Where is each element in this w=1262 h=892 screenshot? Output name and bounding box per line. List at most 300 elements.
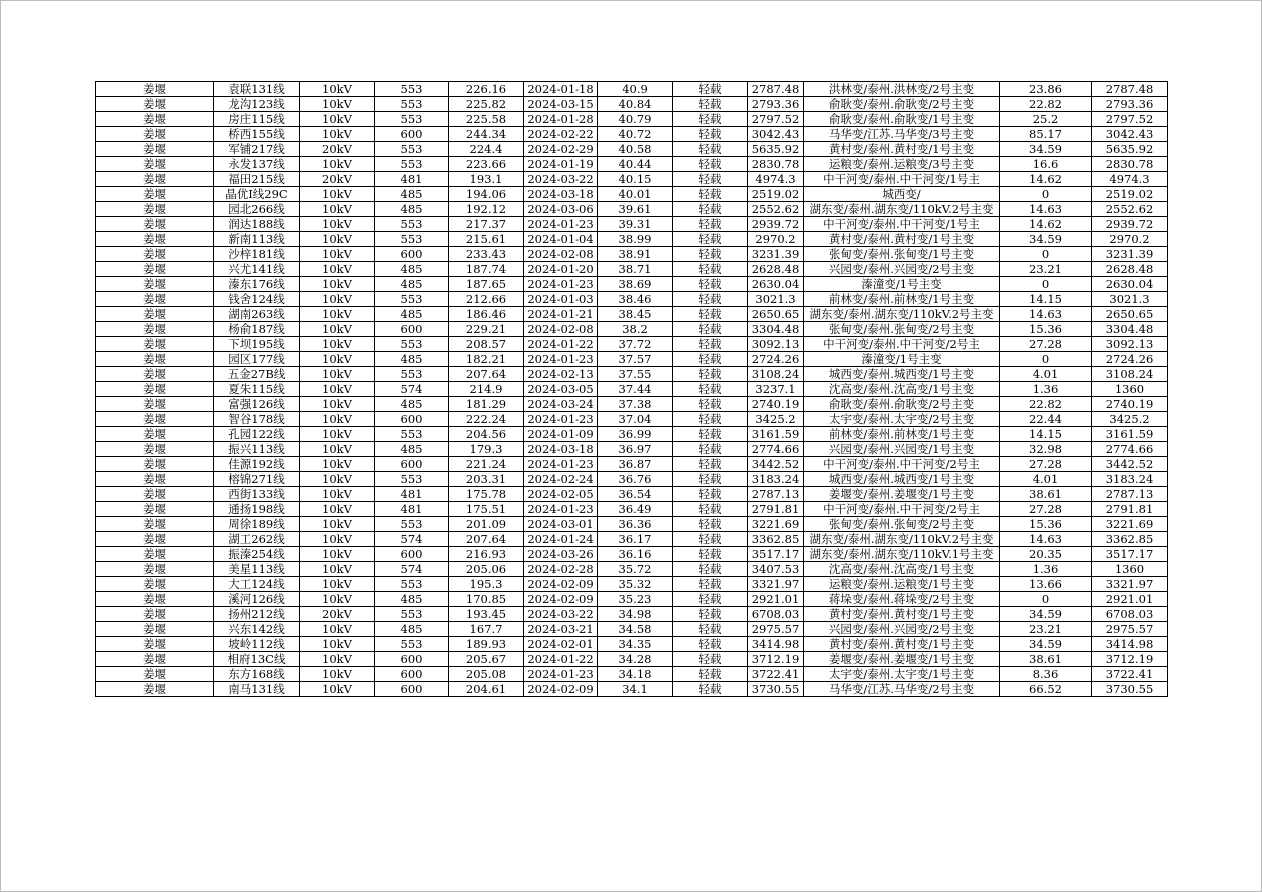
cell-date: 2024-02-09 [524, 592, 598, 607]
cell-region: 姜堰 [96, 142, 214, 157]
cell-station-load: 1.36 [1000, 382, 1092, 397]
cell-line-name: 湖南263线 [214, 307, 300, 322]
cell-region: 姜堰 [96, 397, 214, 412]
cell-station-load: 22.82 [1000, 397, 1092, 412]
cell-load-rate: 40.58 [598, 142, 673, 157]
cell-load-rate: 36.97 [598, 442, 673, 457]
cell-date: 2024-03-24 [524, 397, 598, 412]
cell-limit: 2970.2 [1092, 232, 1168, 247]
cell-current: 212.66 [449, 292, 524, 307]
cell-line-name: 袁联131线 [214, 82, 300, 97]
cell-limit: 3092.13 [1092, 337, 1168, 352]
cell-limit: 2630.04 [1092, 277, 1168, 292]
table-row [96, 472, 1168, 487]
cell-station: 太宇变/泰州.太宇变/2号主变 [804, 412, 1000, 427]
cell-voltage: 10kV [300, 562, 375, 577]
cell-voltage: 10kV [300, 112, 375, 127]
cell-station: 湖东变/泰州.湖东变/110kV.2号主变 [804, 202, 1000, 217]
cell-date: 2024-01-23 [524, 412, 598, 427]
table-row [96, 682, 1168, 697]
cell-line-name: 振兴113线 [214, 442, 300, 457]
cell-rated-current: 553 [375, 157, 449, 172]
cell-capacity: 2552.62 [748, 202, 804, 217]
cell-station-load: 14.63 [1000, 202, 1092, 217]
cell-voltage: 10kV [300, 622, 375, 637]
cell-capacity: 3161.59 [748, 427, 804, 442]
cell-date: 2024-01-21 [524, 307, 598, 322]
cell-load-status: 轻载 [673, 682, 748, 697]
cell-current: 223.66 [449, 157, 524, 172]
cell-current: 204.56 [449, 427, 524, 442]
cell-station-load: 23.21 [1000, 262, 1092, 277]
cell-station-load: 27.28 [1000, 337, 1092, 352]
cell-load-rate: 38.69 [598, 277, 673, 292]
cell-load-status: 轻载 [673, 652, 748, 667]
cell-rated-current: 485 [375, 202, 449, 217]
cell-capacity: 3108.24 [748, 367, 804, 382]
cell-station-load: 0 [1000, 187, 1092, 202]
cell-load-rate: 36.76 [598, 472, 673, 487]
cell-capacity: 3021.3 [748, 292, 804, 307]
cell-region: 姜堰 [96, 487, 214, 502]
cell-date: 2024-01-23 [524, 667, 598, 682]
cell-voltage: 10kV [300, 352, 375, 367]
cell-date: 2024-01-24 [524, 532, 598, 547]
cell-capacity: 3442.52 [748, 457, 804, 472]
cell-load-status: 轻载 [673, 307, 748, 322]
cell-line-name: 新南113线 [214, 232, 300, 247]
cell-limit: 1360 [1092, 382, 1168, 397]
cell-load-status: 轻载 [673, 472, 748, 487]
cell-voltage: 10kV [300, 427, 375, 442]
cell-station: 运粮变/泰州.运粮变/1号主变 [804, 577, 1000, 592]
cell-limit: 3730.55 [1092, 682, 1168, 697]
cell-limit: 3021.3 [1092, 292, 1168, 307]
cell-current: 189.93 [449, 637, 524, 652]
cell-station-load: 14.63 [1000, 532, 1092, 547]
cell-date: 2024-01-19 [524, 157, 598, 172]
cell-capacity: 2791.81 [748, 502, 804, 517]
cell-rated-current: 553 [375, 517, 449, 532]
cell-region: 姜堰 [96, 412, 214, 427]
table-row [96, 127, 1168, 142]
cell-limit: 2519.02 [1092, 187, 1168, 202]
cell-date: 2024-02-08 [524, 322, 598, 337]
cell-date: 2024-01-03 [524, 292, 598, 307]
table-row [96, 97, 1168, 112]
cell-date: 2024-01-18 [524, 82, 598, 97]
cell-current: 187.74 [449, 262, 524, 277]
cell-rated-current: 600 [375, 667, 449, 682]
table-row [96, 262, 1168, 277]
cell-limit: 2791.81 [1092, 502, 1168, 517]
cell-limit: 3221.69 [1092, 517, 1168, 532]
cell-voltage: 10kV [300, 652, 375, 667]
cell-date: 2024-01-23 [524, 502, 598, 517]
cell-station: 蒋垛变/泰州.蒋垛变/2号主变 [804, 592, 1000, 607]
cell-station: 中干河变/泰州.中干河变/1号主 [804, 172, 1000, 187]
cell-rated-current: 485 [375, 592, 449, 607]
cell-load-rate: 38.45 [598, 307, 673, 322]
table-row [96, 277, 1168, 292]
cell-load-status: 轻载 [673, 367, 748, 382]
cell-station: 俞耿变/泰州.俞耿变/1号主变 [804, 112, 1000, 127]
cell-rated-current: 574 [375, 562, 449, 577]
cell-voltage: 10kV [300, 307, 375, 322]
cell-line-name: 园区177线 [214, 352, 300, 367]
cell-current: 224.4 [449, 142, 524, 157]
cell-load-rate: 39.31 [598, 217, 673, 232]
cell-current: 205.08 [449, 667, 524, 682]
table-row [96, 352, 1168, 367]
cell-current: 205.67 [449, 652, 524, 667]
cell-current: 175.51 [449, 502, 524, 517]
cell-station-load: 14.15 [1000, 427, 1092, 442]
cell-load-status: 轻载 [673, 547, 748, 562]
table-row [96, 382, 1168, 397]
cell-current: 217.37 [449, 217, 524, 232]
cell-current: 233.43 [449, 247, 524, 262]
cell-station-load: 14.15 [1000, 292, 1092, 307]
cell-rated-current: 553 [375, 337, 449, 352]
cell-limit: 3161.59 [1092, 427, 1168, 442]
cell-load-status: 轻载 [673, 172, 748, 187]
table-row [96, 307, 1168, 322]
cell-station: 黄村变/泰州.黄村变/1号主变 [804, 232, 1000, 247]
cell-load-status: 轻载 [673, 382, 748, 397]
cell-capacity: 3092.13 [748, 337, 804, 352]
cell-rated-current: 485 [375, 307, 449, 322]
cell-region: 姜堰 [96, 292, 214, 307]
cell-region: 姜堰 [96, 502, 214, 517]
cell-rated-current: 574 [375, 382, 449, 397]
cell-capacity: 2921.01 [748, 592, 804, 607]
cell-line-name: 通扬198线 [214, 502, 300, 517]
cell-region: 姜堰 [96, 667, 214, 682]
cell-station-load: 38.61 [1000, 652, 1092, 667]
cell-date: 2024-02-29 [524, 142, 598, 157]
cell-date: 2024-03-18 [524, 442, 598, 457]
cell-current: 216.93 [449, 547, 524, 562]
cell-load-rate: 36.16 [598, 547, 673, 562]
cell-station-load: 1.36 [1000, 562, 1092, 577]
cell-station: 兴园变/泰州.兴园变/1号主变 [804, 442, 1000, 457]
cell-capacity: 2797.52 [748, 112, 804, 127]
cell-date: 2024-03-22 [524, 172, 598, 187]
table-row [96, 292, 1168, 307]
cell-line-name: 晶优Ⅰ线29C [214, 187, 300, 202]
cell-line-name: 钱舍124线 [214, 292, 300, 307]
cell-capacity: 3722.41 [748, 667, 804, 682]
cell-load-status: 轻载 [673, 667, 748, 682]
cell-rated-current: 481 [375, 502, 449, 517]
cell-load-status: 轻载 [673, 127, 748, 142]
cell-capacity: 3362.85 [748, 532, 804, 547]
cell-voltage: 10kV [300, 457, 375, 472]
cell-date: 2024-02-28 [524, 562, 598, 577]
cell-station: 姜堰变/泰州.姜堰变/1号主变 [804, 652, 1000, 667]
cell-voltage: 10kV [300, 472, 375, 487]
cell-rated-current: 553 [375, 112, 449, 127]
cell-limit: 2921.01 [1092, 592, 1168, 607]
cell-limit: 3042.43 [1092, 127, 1168, 142]
cell-load-rate: 37.38 [598, 397, 673, 412]
cell-station: 马华变/江苏.马华变/3号主变 [804, 127, 1000, 142]
cell-load-rate: 36.99 [598, 427, 673, 442]
cell-station-load: 23.21 [1000, 622, 1092, 637]
cell-load-status: 轻载 [673, 277, 748, 292]
cell-load-rate: 34.98 [598, 607, 673, 622]
cell-date: 2024-03-15 [524, 97, 598, 112]
cell-line-name: 五金27B线 [214, 367, 300, 382]
cell-load-status: 轻载 [673, 352, 748, 367]
table-row [96, 247, 1168, 262]
cell-load-status: 轻载 [673, 637, 748, 652]
cell-load-rate: 40.9 [598, 82, 673, 97]
cell-station: 湖东变/泰州.湖东变/110kV.1号主变 [804, 547, 1000, 562]
table-row [96, 427, 1168, 442]
cell-region: 姜堰 [96, 547, 214, 562]
cell-current: 170.85 [449, 592, 524, 607]
cell-load-status: 轻载 [673, 502, 748, 517]
cell-station: 前林变/泰州.前林变/1号主变 [804, 427, 1000, 442]
cell-station: 黄村变/泰州.黄村变/1号主变 [804, 607, 1000, 622]
cell-limit: 2552.62 [1092, 202, 1168, 217]
cell-load-rate: 34.28 [598, 652, 673, 667]
cell-limit: 2975.57 [1092, 622, 1168, 637]
cell-line-name: 西街133线 [214, 487, 300, 502]
cell-region: 姜堰 [96, 322, 214, 337]
cell-voltage: 10kV [300, 277, 375, 292]
cell-limit: 2793.36 [1092, 97, 1168, 112]
cell-station: 中干河变/泰州.中干河变/2号主 [804, 457, 1000, 472]
table-row [96, 157, 1168, 172]
cell-capacity: 2519.02 [748, 187, 804, 202]
cell-station-load: 27.28 [1000, 502, 1092, 517]
cell-load-status: 轻载 [673, 622, 748, 637]
cell-station-load: 16.6 [1000, 157, 1092, 172]
cell-voltage: 10kV [300, 82, 375, 97]
cell-current: 244.34 [449, 127, 524, 142]
cell-region: 姜堰 [96, 82, 214, 97]
cell-region: 姜堰 [96, 262, 214, 277]
cell-load-rate: 35.32 [598, 577, 673, 592]
cell-line-name: 永发137线 [214, 157, 300, 172]
cell-station: 沈高变/泰州.沈高变/1号主变 [804, 562, 1000, 577]
cell-current: 229.21 [449, 322, 524, 337]
cell-line-name: 相府13C线 [214, 652, 300, 667]
cell-load-status: 轻载 [673, 607, 748, 622]
cell-rated-current: 485 [375, 397, 449, 412]
cell-load-status: 轻载 [673, 97, 748, 112]
cell-date: 2024-02-13 [524, 367, 598, 382]
cell-date: 2024-01-23 [524, 457, 598, 472]
cell-line-name: 园北266线 [214, 202, 300, 217]
cell-load-rate: 37.72 [598, 337, 673, 352]
cell-date: 2024-01-20 [524, 262, 598, 277]
cell-capacity: 3183.24 [748, 472, 804, 487]
table-row [96, 187, 1168, 202]
cell-region: 姜堰 [96, 472, 214, 487]
cell-limit: 3517.17 [1092, 547, 1168, 562]
cell-current: 205.06 [449, 562, 524, 577]
cell-rated-current: 600 [375, 457, 449, 472]
cell-load-status: 轻载 [673, 82, 748, 97]
table-row [96, 217, 1168, 232]
cell-load-rate: 34.35 [598, 637, 673, 652]
cell-current: 214.9 [449, 382, 524, 397]
cell-voltage: 10kV [300, 247, 375, 262]
cell-region: 姜堰 [96, 202, 214, 217]
cell-rated-current: 485 [375, 262, 449, 277]
cell-load-status: 轻载 [673, 487, 748, 502]
cell-capacity: 2628.48 [748, 262, 804, 277]
cell-current: 194.06 [449, 187, 524, 202]
cell-line-name: 南马131线 [214, 682, 300, 697]
cell-station-load: 32.98 [1000, 442, 1092, 457]
cell-capacity: 2793.36 [748, 97, 804, 112]
table-row [96, 367, 1168, 382]
cell-station-load: 0 [1000, 352, 1092, 367]
cell-rated-current: 553 [375, 472, 449, 487]
cell-station: 黄村变/泰州.黄村变/1号主变 [804, 142, 1000, 157]
cell-line-name: 坡岭112线 [214, 637, 300, 652]
cell-station: 中干河变/泰州.中干河变/2号主 [804, 502, 1000, 517]
cell-capacity: 2774.66 [748, 442, 804, 457]
cell-voltage: 10kV [300, 187, 375, 202]
cell-date: 2024-03-26 [524, 547, 598, 562]
cell-current: 175.78 [449, 487, 524, 502]
cell-station-load: 34.59 [1000, 232, 1092, 247]
cell-capacity: 2630.04 [748, 277, 804, 292]
cell-station-load: 34.59 [1000, 142, 1092, 157]
cell-line-name: 孔园122线 [214, 427, 300, 442]
cell-line-name: 龙沟123线 [214, 97, 300, 112]
cell-station-load: 8.36 [1000, 667, 1092, 682]
cell-rated-current: 553 [375, 97, 449, 112]
cell-load-status: 轻载 [673, 442, 748, 457]
cell-capacity: 3730.55 [748, 682, 804, 697]
cell-station: 城西变/泰州.城西变/1号主变 [804, 367, 1000, 382]
cell-station: 运粮变/泰州.运粮变/3号主变 [804, 157, 1000, 172]
cell-region: 姜堰 [96, 337, 214, 352]
cell-region: 姜堰 [96, 442, 214, 457]
cell-station: 黄村变/泰州.黄村变/1号主变 [804, 637, 1000, 652]
cell-region: 姜堰 [96, 172, 214, 187]
cell-capacity: 2939.72 [748, 217, 804, 232]
cell-region: 姜堰 [96, 307, 214, 322]
cell-voltage: 10kV [300, 547, 375, 562]
cell-current: 193.45 [449, 607, 524, 622]
cell-current: 179.3 [449, 442, 524, 457]
cell-capacity: 3517.17 [748, 547, 804, 562]
cell-current: 207.64 [449, 532, 524, 547]
cell-region: 姜堰 [96, 577, 214, 592]
cell-voltage: 10kV [300, 202, 375, 217]
cell-rated-current: 485 [375, 352, 449, 367]
cell-date: 2024-03-01 [524, 517, 598, 532]
table-row [96, 637, 1168, 652]
cell-capacity: 3042.43 [748, 127, 804, 142]
cell-date: 2024-01-23 [524, 277, 598, 292]
cell-load-rate: 39.61 [598, 202, 673, 217]
cell-limit: 1360 [1092, 562, 1168, 577]
cell-limit: 2787.48 [1092, 82, 1168, 97]
cell-region: 姜堰 [96, 682, 214, 697]
cell-capacity: 2830.78 [748, 157, 804, 172]
cell-limit: 2740.19 [1092, 397, 1168, 412]
cell-current: 182.21 [449, 352, 524, 367]
cell-voltage: 10kV [300, 637, 375, 652]
cell-station-load: 0 [1000, 592, 1092, 607]
cell-line-name: 润达188线 [214, 217, 300, 232]
cell-station: 湖东变/泰州.湖东变/110kV.2号主变 [804, 307, 1000, 322]
cell-date: 2024-01-22 [524, 652, 598, 667]
cell-load-rate: 34.58 [598, 622, 673, 637]
cell-rated-current: 553 [375, 142, 449, 157]
cell-region: 姜堰 [96, 217, 214, 232]
cell-line-name: 智谷178线 [214, 412, 300, 427]
cell-load-rate: 38.46 [598, 292, 673, 307]
cell-load-rate: 34.18 [598, 667, 673, 682]
cell-line-name: 军铺217线 [214, 142, 300, 157]
cell-line-name: 佳源192线 [214, 457, 300, 472]
cell-date: 2024-01-23 [524, 217, 598, 232]
cell-line-name: 周徐189线 [214, 517, 300, 532]
cell-load-status: 轻载 [673, 187, 748, 202]
table-row [96, 337, 1168, 352]
cell-current: 186.46 [449, 307, 524, 322]
cell-capacity: 3425.2 [748, 412, 804, 427]
cell-voltage: 10kV [300, 97, 375, 112]
cell-voltage: 10kV [300, 592, 375, 607]
cell-rated-current: 574 [375, 532, 449, 547]
cell-station-load: 27.28 [1000, 457, 1092, 472]
cell-limit: 2787.13 [1092, 487, 1168, 502]
cell-limit: 2774.66 [1092, 442, 1168, 457]
cell-capacity: 2787.13 [748, 487, 804, 502]
cell-region: 姜堰 [96, 382, 214, 397]
cell-station-load: 38.61 [1000, 487, 1092, 502]
cell-limit: 3712.19 [1092, 652, 1168, 667]
cell-station-load: 23.86 [1000, 82, 1092, 97]
cell-rated-current: 600 [375, 652, 449, 667]
table-row [96, 547, 1168, 562]
cell-line-name: 富强126线 [214, 397, 300, 412]
cell-load-rate: 37.55 [598, 367, 673, 382]
cell-load-rate: 40.79 [598, 112, 673, 127]
cell-load-rate: 36.87 [598, 457, 673, 472]
cell-load-status: 轻载 [673, 457, 748, 472]
cell-region: 姜堰 [96, 622, 214, 637]
cell-region: 姜堰 [96, 112, 214, 127]
cell-date: 2024-03-21 [524, 622, 598, 637]
cell-line-name: 夏朱115线 [214, 382, 300, 397]
cell-rated-current: 600 [375, 682, 449, 697]
cell-station: 前林变/泰州.前林变/1号主变 [804, 292, 1000, 307]
cell-station: 城西变/泰州.城西变/1号主变 [804, 472, 1000, 487]
cell-voltage: 20kV [300, 607, 375, 622]
cell-station-load: 13.66 [1000, 577, 1092, 592]
cell-region: 姜堰 [96, 457, 214, 472]
cell-limit: 2830.78 [1092, 157, 1168, 172]
cell-line-name: 兴东142线 [214, 622, 300, 637]
cell-voltage: 10kV [300, 532, 375, 547]
cell-date: 2024-02-01 [524, 637, 598, 652]
cell-load-rate: 37.04 [598, 412, 673, 427]
cell-load-rate: 35.23 [598, 592, 673, 607]
cell-rated-current: 553 [375, 577, 449, 592]
